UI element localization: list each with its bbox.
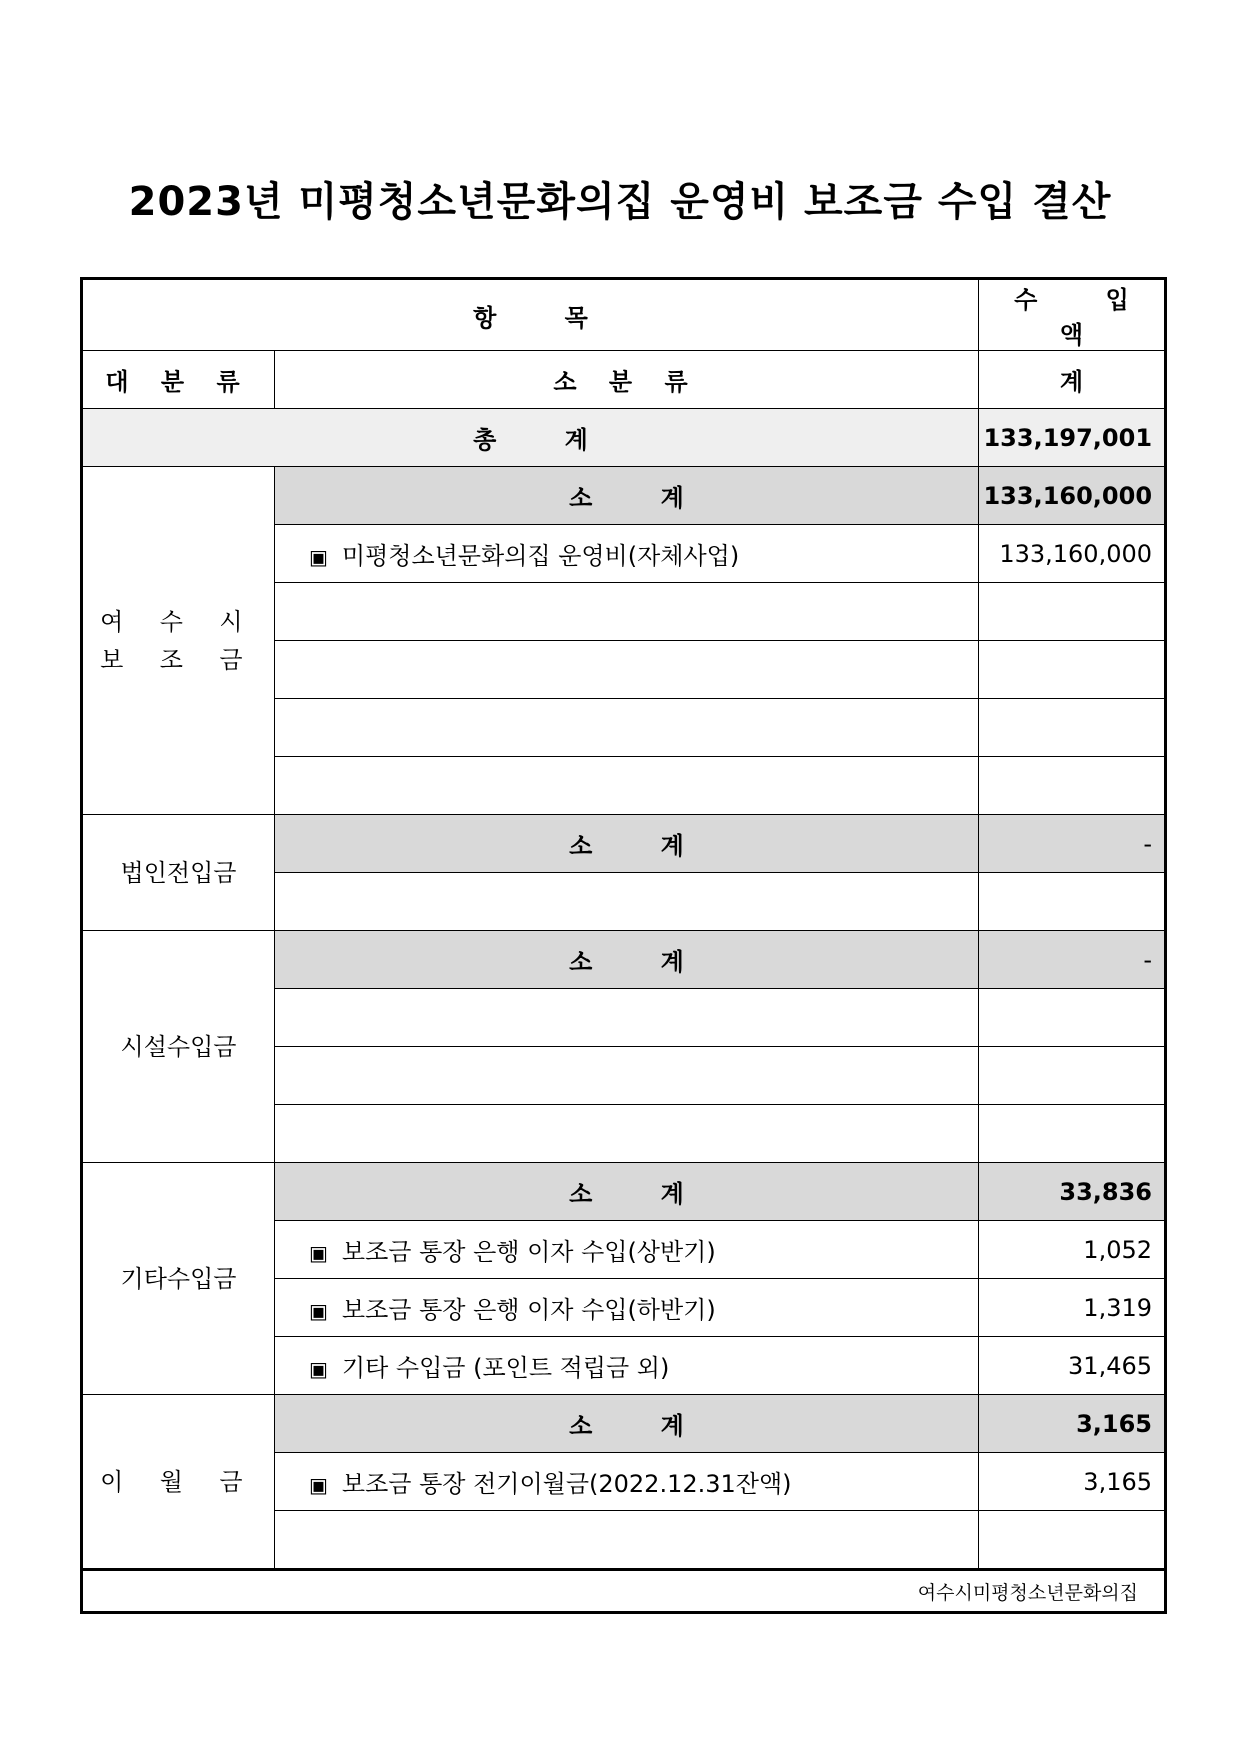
header-major-category: 대 분 류	[82, 351, 275, 409]
subtotal-value: 33,836	[979, 1163, 1166, 1221]
item-value: 1,052	[979, 1221, 1166, 1279]
subtotal-label: 소 계	[275, 467, 979, 525]
header-total-column: 계	[979, 351, 1166, 409]
subtotal-label: 소 계	[275, 1163, 979, 1221]
income-settlement-table	[80, 277, 1167, 1614]
organization-footer: 여수시미평청소년문화의집	[82, 1570, 1166, 1613]
subtotal-label: 소 계	[275, 1395, 979, 1453]
item-label: 보조금 통장 전기이월금(2022.12.31잔액)	[341, 1470, 792, 1498]
item-marker-icon: ▣	[309, 1241, 328, 1265]
category-yeosu-subsidy: 여 수 시 보 조 금	[82, 467, 275, 815]
item-marker-icon: ▣	[309, 545, 328, 569]
header-item: 항 목	[82, 279, 979, 351]
category-other-income: 기타수입금	[82, 1163, 275, 1395]
grand-total-value: 133,197,001	[979, 409, 1166, 467]
item-label: 보조금 통장 은행 이자 수입(상반기)	[341, 1238, 716, 1266]
category-corporate-transfer: 법인전입금	[82, 815, 275, 931]
header-minor-category: 소 분 류	[275, 351, 979, 409]
item-label: 미평청소년문화의집 운영비(자체사업)	[341, 542, 740, 570]
header-income: 수 입 액	[979, 279, 1166, 351]
subtotal-value: 133,160,000	[979, 467, 1166, 525]
subtotal-value: -	[979, 931, 1166, 989]
item-marker-icon: ▣	[309, 1299, 328, 1323]
item-value: 133,160,000	[979, 525, 1166, 583]
item-label: 기타 수입금 (포인트 적립금 외)	[341, 1354, 670, 1382]
category-carryover: 이 월 금	[82, 1395, 275, 1570]
category-facility-income: 시설수입금	[82, 931, 275, 1163]
item-marker-icon: ▣	[309, 1473, 328, 1497]
document-title: 2023년 미평청소년문화의집 운영비 보조금 수입 결산	[128, 179, 1112, 225]
subtotal-value: 3,165	[979, 1395, 1166, 1453]
subtotal-value: -	[979, 815, 1166, 873]
item-value: 3,165	[979, 1453, 1166, 1511]
subtotal-label: 소 계	[275, 815, 979, 873]
item-label: 보조금 통장 은행 이자 수입(하반기)	[341, 1296, 716, 1324]
grand-total-label: 총 계	[82, 409, 979, 467]
item-marker-icon: ▣	[309, 1357, 328, 1381]
subtotal-label: 소 계	[275, 931, 979, 989]
item-value: 1,319	[979, 1279, 1166, 1337]
item-value: 31,465	[979, 1337, 1166, 1395]
